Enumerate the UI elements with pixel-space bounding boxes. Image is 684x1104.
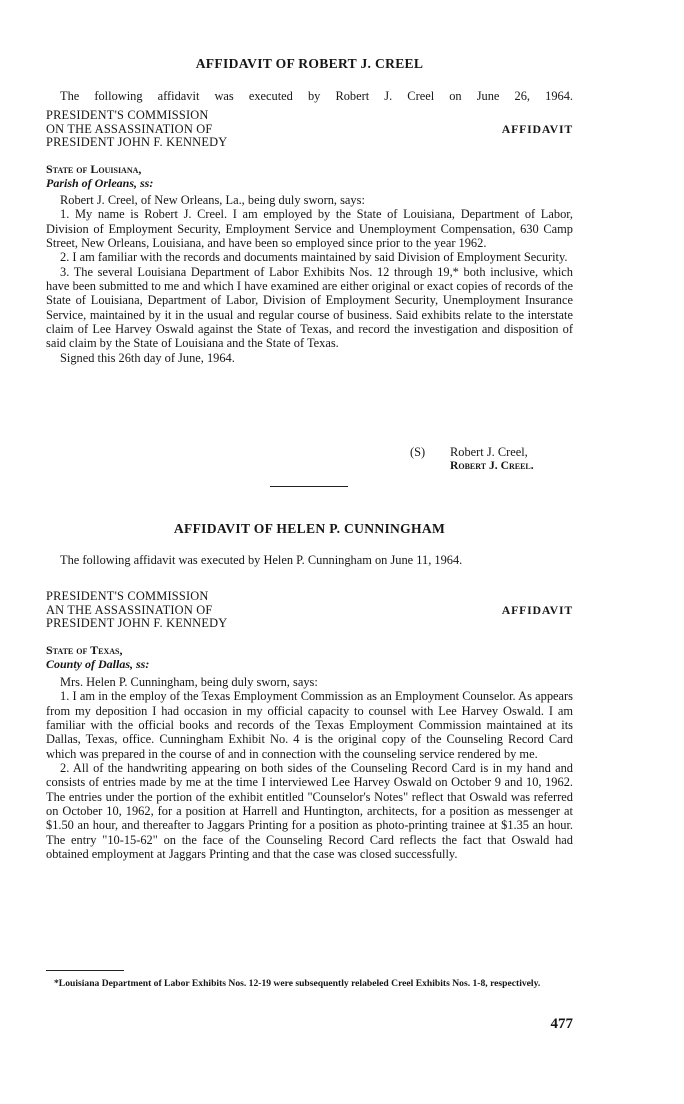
- affidavit-body: [46, 193, 573, 365]
- header-line: PRESIDENT'S COMMISSION: [46, 589, 209, 603]
- header-line: PRESIDENT'S COMMISSION: [46, 108, 209, 122]
- venue: [46, 162, 153, 190]
- body-paragraph: 3. The several Louisiana Department of Labor Exhibits Nos. 12 through 19,* both inclusive, which have been submitted to me and which I have examined are either original or exact copies of records of the State of Louisiana, Department of Labor, Division of Employment Security, Unemployment Insurance Service, maintained by it in the usual and regular course of business. Said exhibits relate to the interstate claim of Lee Harvey Oswald against the State of Texas, and record the investigation and disposition of said claim by the State of Louisiana and the State of Texas.: [46, 264, 573, 351]
- signature-mark: (S): [410, 445, 426, 459]
- signature-block: [450, 445, 534, 473]
- body-paragraph: 2. I am familiar with the records and documents maintained by said Division of Employment Security.: [60, 250, 568, 265]
- body-paragraph: Signed this 26th day of June, 1964.: [60, 350, 235, 365]
- page-number: 477: [550, 1016, 573, 1032]
- body-paragraph: Mrs. Helen P. Cunningham, being duly sworn, says:: [60, 675, 318, 689]
- body-paragraph: Robert J. Creel, of New Orleans, La., being duly sworn, says:: [60, 193, 365, 207]
- signature-typed: Robert J. Creel.: [450, 459, 534, 472]
- body-paragraph: 2. All of the handwriting appearing on both sides of the Counseling Record Card is in my hand and consists of entries made by me at the time I interviewed Lee Harvey Oswald on October 9 and 10, 1962. The entries under the portion of the exhibit entitled "Counselor's Notes" reflect that Oswald was referred on October 10, 1962, for a position at Harrell and Huntington, architects, for a position as messenger at $1.50 an hour, and thereafter to Jaggars Printing for a position as photo-printing trainee at $1.35 an hour. The entry "10-15-62" on the face of the Counseling Record Card reflects the fact that Oswald had obtained employment at Jaggars Printing and that the case was closed successfully.: [46, 761, 573, 862]
- body-paragraph: 1. My name is Robert J. Creel. I am employed by the State of Louisiana, Department of Labor, Division of Employment Security, Employment Service and Unemployment Compensation, 630 Camp Street, New Orleans, Louisiana, and have been so employed since prior to the year 1962.: [46, 207, 573, 251]
- commission-header: [46, 109, 573, 150]
- affidavit-label: AFFIDAVIT: [501, 602, 573, 617]
- footnote-text: *Louisiana Department of Labor Exhibits Nos. 12-19 were subsequently relabeled Creel Exhibits Nos. 1-8, respectively.: [54, 978, 541, 989]
- venue: [46, 643, 149, 671]
- header-line: AN THE ASSASSINATION OF: [46, 602, 213, 617]
- affidavit-intro: The following affidavit was executed by Robert J. Creel on June 26, 1964.: [60, 89, 573, 103]
- footnote: [46, 978, 573, 989]
- affidavit-title: AFFIDAVIT OF ROBERT J. CREEL: [195, 56, 424, 71]
- state-line: State of Texas,: [46, 643, 123, 657]
- county-line: County of Dallas, ss:: [46, 657, 150, 671]
- affidavit-body: [46, 675, 573, 861]
- affidavit-label: AFFIDAVIT: [501, 121, 573, 136]
- state-line: State of Louisiana,: [46, 162, 142, 176]
- affidavit-title: AFFIDAVIT OF HELEN P. CUNNINGHAM: [173, 521, 446, 536]
- body-paragraph: 1. I am in the employ of the Texas Employment Commission as an Employment Counselor. As appears from my deposition I had occasion in my official capacity to counsel with Lee Harvey Oswald. I am familiar with the official books and records of the Texas Employment Commission maintained at its Dallas, Texas, office. Cunningham Exhibit No. 4 is the original copy of the Counseling Record Card which was prepared in the course of and in connection with the counseling service rendered by me.: [46, 689, 573, 761]
- footnote-rule: [46, 970, 124, 971]
- county-line: Parish of Orleans, ss:: [46, 176, 154, 190]
- header-line: ON THE ASSASSINATION OF: [46, 121, 213, 136]
- section-divider: [270, 486, 348, 487]
- header-line: PRESIDENT JOHN F. KENNEDY: [46, 135, 228, 150]
- signature-name: Robert J. Creel,: [450, 445, 528, 459]
- header-line: PRESIDENT JOHN F. KENNEDY: [46, 616, 228, 631]
- commission-header: [46, 590, 573, 631]
- affidavit-intro: The following affidavit was executed by Helen P. Cunningham on June 11, 1964.: [60, 553, 463, 567]
